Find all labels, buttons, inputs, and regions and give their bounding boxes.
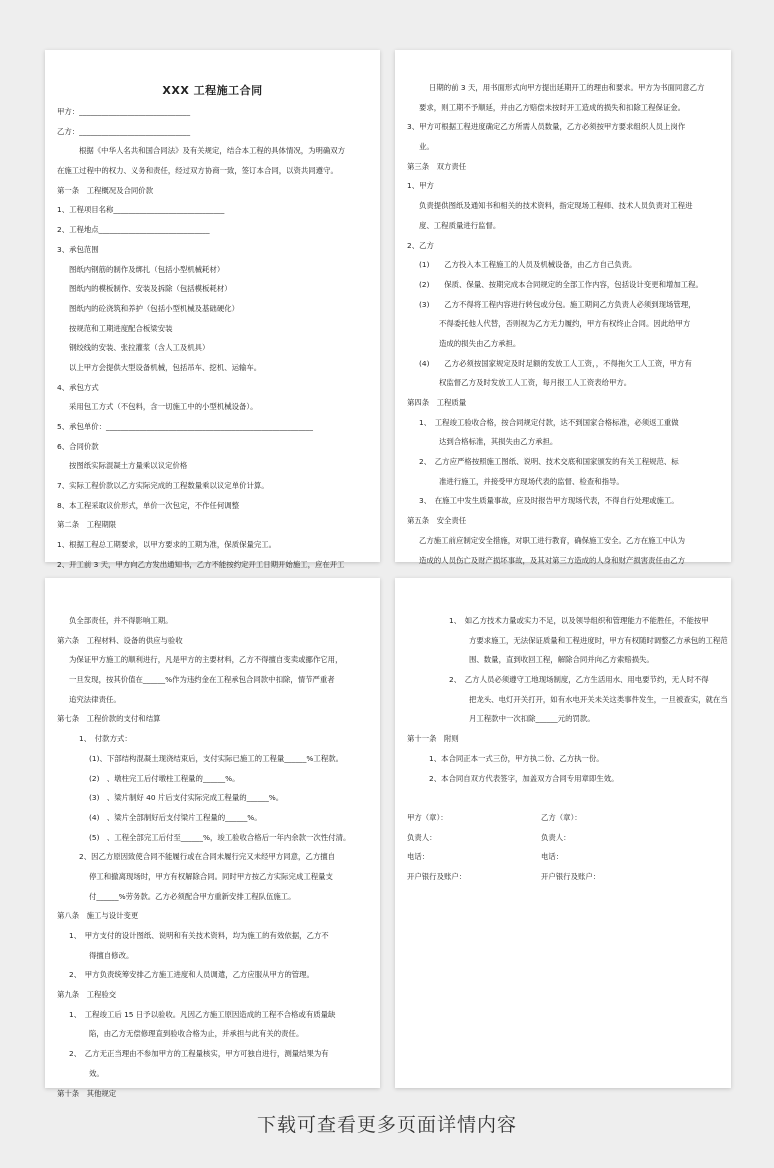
party-b-phone: 电话： [541,852,564,862]
document-page-4 [395,578,731,1088]
text-line: 1、根据工程总工期要求，以甲方要求的工期为准，保质保量完工。 [57,540,277,550]
party-b-representative: 负责人： [541,832,571,842]
section-heading: 第六条 工程材料、设备的供应与验收 [57,635,183,645]
text-line: 负全部责任，并不得影响工期。 [69,616,173,625]
text-line: (4) 乙方必须按国家规定及时足额的发放工人工资，，不得拖欠工人工资，甲方有 [419,358,692,368]
text-line: 付______%劳务款。乙方必须配合甲方重新安排工程队伍施工。 [89,891,296,901]
party-a-representative: 负责人： [407,832,437,842]
text-line: 2、 乙方应严格按照施工图纸、说明、技术交底和国家颁发的有关工程规范、标 [419,457,679,467]
text-line: 不得委托他人代替，否则视为乙方无力履约，甲方有权终止合同。因此给甲方 [439,319,691,329]
section-heading: 第五条 安全责任 [407,516,467,526]
text-line: 1、 付款方式： [79,734,132,744]
text-line: 准进行施工，并接受甲方现场代表的监督、检查和指导。 [439,476,624,486]
signature-block [407,808,719,887]
page-4-content [407,611,728,887]
text-line: 在施工过程中的权力、义务和责任，经过双方协商一致，签订本合同，以资共同遵守。 [57,166,338,176]
text-line: 按规范和工期进度配合板梁安装 [69,323,173,333]
document-page-2 [395,50,731,565]
party-b-bank: 开户银行及账户： [541,871,601,881]
text-line: 1、 工程竣工验收合格，按合同规定付款，达不到国家合格标准，必须返工重做 [419,417,679,427]
text-line: 3、承包范围 [57,244,99,254]
text-line: 得擅自修改。 [89,950,134,960]
text-line: 1、 工程竣工后 15 日予以验收。凡因乙方施工原因造成的工程不合格或有质量缺 [69,1009,336,1019]
text-line: 图纸内钢筋的制作及绑扎（包括小型机械耗材） [69,264,225,274]
section-heading: 第三条 双方责任 [407,161,467,171]
party-b-column [541,808,600,887]
text-line: 度、工程质量进行监督。 [419,220,501,230]
section-heading: 第九条 工程验交 [57,990,117,1000]
download-prompt: 下载可查看更多页面详情内容 [256,1114,517,1136]
text-line: (2) 保质、保量、按期完成本合同规定的全部工作内容，包括设计变更和增加工程。 [419,279,703,289]
text-line: 权监督乙方及时发放工人工资，每月报工人工资表给甲方。 [439,378,632,388]
text-line: 月工程款中一次扣除______元的罚款。 [469,714,595,724]
text-line: 图纸内的模板制作、安装及拆除（包括模板耗材） [69,284,232,294]
text-line: 3、甲方可根据工程进度确定乙方所需人员数量，乙方必须按甲方要求组织人员上岗作 [407,122,686,132]
text-line: 追究法律责任。 [69,694,121,704]
text-line: 根据《中华人名共和国合同法》及有关规定，结合本工程的具体情况，为明确双方 [79,146,346,156]
document-page-1 [45,50,380,569]
blank-line [407,788,719,808]
text-line: 2、开工前 3 天，甲方向乙方发出通知书，乙方不能按约定开工日期开始施工，应在开工 [57,559,345,569]
section-heading: 第八条 施工与设计变更 [57,911,139,921]
text-line: 造成的人员伤亡及财产损坏事故，及其对第三方造成的人身和财产损害责任由乙方 [419,555,686,565]
text-line: 甲方：______________________________ [57,107,191,116]
text-line: 一旦发现，按其价值在______%作为违约金在工程承包合同款中扣除，情节严重者 [69,675,335,685]
text-line: 达到合格标准，其损失由乙方承担。 [439,437,558,447]
section-heading: 第一条 工程概况及合同价款 [57,185,154,195]
text-line: (3) 乙方不得将工程内容进行转包或分包。施工期间乙方负责人必须到现场管理， [419,299,696,309]
document-page-3 [45,578,380,1098]
text-line: (1) 乙方投入本工程施工的人员及机械设备，由乙方自己负责。 [419,260,637,270]
section-heading: 第七条 工程价款的支付和结算 [57,714,161,724]
text-line: 7、实际工程价款以乙方实际完成的工程数量乘以议定单价计算。 [57,481,269,491]
section-heading: 第十条 其他规定 [57,1088,117,1098]
text-line: 把龙头、电灯开关打开，如有水电开关未关这类事件发生，一旦被查实，就在当 [469,694,728,704]
text-line: 造成的损失由乙方承担。 [439,338,521,348]
party-a-seal: 甲方（章）： [407,812,448,822]
text-line: 6、合同价款 [57,441,99,451]
text-line: 5、承包单价：________________________________________________________ [57,422,313,431]
text-line: 4、承包方式 [57,382,99,392]
text-line: (4) 、梁片全部制好后支付梁片工程量的______%。 [89,812,262,822]
text-line: 2、 乙方人员必须遵守工地现场制度，乙方生活用水、用电要节约，无人时不得 [449,675,709,685]
text-line: 2、本合同自双方代表签字，加盖双方合同专用章即生效。 [429,773,619,783]
text-line: 停工和撤离现场时，甲方有权解除合同。同时甲方按乙方实际完成工程量支 [89,871,333,881]
text-line: 2、 甲方负责统筹安排乙方施工进度和人员调遣，乙方应服从甲方的管理。 [69,970,314,980]
text-line: 乙方：______________________________ [57,126,191,136]
text-line: 按图纸实际混凝土方量乘以议定价格 [69,461,188,471]
text-line: 要求，则工期不予顺延，并由乙方赔偿未按时开工造成的损失和扣除工程保证金。 [419,102,686,112]
text-line: 负责提供图纸及通知书和相关的技术资料，指定现场工程师、技术人员负责对工程进 [419,201,693,211]
text-line: 2、 乙方无正当理由不参加甲方的工程量核实，甲方可独自进行，测量结果为有 [69,1049,329,1059]
text-line: (5) 、工程全部完工后付至______%，竣工验收合格后一年内余款一次性付清。 [89,832,351,842]
section-heading: 第十一条 附则 [407,734,459,744]
text-line: 2、乙方 [407,240,434,250]
section-heading: 第四条 工程质量 [407,398,467,407]
text-line: 图纸内的砼浇筑和养护（包括小型机械及基础硬化） [69,303,239,313]
text-line: 1、本合同正本一式三份，甲方执二份、乙方执一份。 [429,753,604,763]
text-line: 1、甲方 [407,181,434,191]
text-line: 效。 [89,1068,104,1078]
text-line: 采用包工方式（不包料，含一切施工中的小型机械设备）。 [69,402,258,412]
text-line: 钢绞线的安装、张拉灌浆（含人工及机具） [69,343,210,353]
text-line: 陷，由乙方无偿修理直到验收合格为止，并承担与此有关的责任。 [89,1029,304,1039]
party-b-seal: 乙方（章）： [541,812,582,822]
text-line: 围、数量，直到收回工程，解除合同并向乙方索赔损失。 [469,655,654,665]
text-line: 2、因乙方原因致使合同不能履行或在合同未履行完又未经甲方同意，乙方擅自 [79,852,335,862]
text-line: 3、 在施工中发生质量事故，应及时报告甲方现场代表，不得自行处理或施工。 [419,496,679,506]
text-line: 为保证甲方施工的顺利进行，凡是甲方的主要材料，乙方不得擅自变卖或挪作它用， [69,655,343,665]
text-line: 8、本工程采取议价形式，单价一次包定，不作任何调整 [57,500,240,510]
contract-title: XXX 工程施工合同 [162,84,263,97]
text-line: 日期的前 3 天，用书面形式向甲方提出延期开工的理由和要求。甲方为书面同意乙方 [429,83,705,92]
text-line: 1、 甲方支付的设计图纸、说明和有关技术资料，均为施工的有效依据，乙方不 [69,931,329,940]
text-line: 乙方施工前应制定安全措施，对职工进行教育，确保施工安全。乙方在施工中认为 [419,535,686,545]
text-line: (2) 、墩柱完工后付墩柱工程量的______%。 [89,773,240,783]
page-3-content [57,611,368,1103]
page-1-content [57,50,368,575]
section-heading: 第二条 工程期限 [57,520,117,530]
text-line: 业。 [419,142,434,152]
text-line: 1、 如乙方技术力量或实力不足，以及领导组织和管理能力不能胜任，不能按甲 [449,616,709,625]
page-2-content [407,78,719,570]
text-line: 2、工程地点______________________________ [57,225,210,235]
text-line: 1、工程项目名称______________________________ [57,205,225,215]
party-a-bank: 开户银行及账户： [407,871,467,881]
text-line: (3) 、梁片制好 40 片后支付实际完成工程量的______%。 [89,793,284,803]
text-line: 以上甲方会提供大型设备机械，包括吊车、挖机、运输车。 [69,362,262,372]
party-a-phone: 电话： [407,852,430,862]
text-line: 方要求施工，无法保证质量和工程进度时，甲方有权随时调整乙方承包的工程范 [469,635,728,645]
text-line: (1)、下部结构混凝土现浇结束后，支付实际已施工的工程量______%工程款。 [89,753,343,763]
